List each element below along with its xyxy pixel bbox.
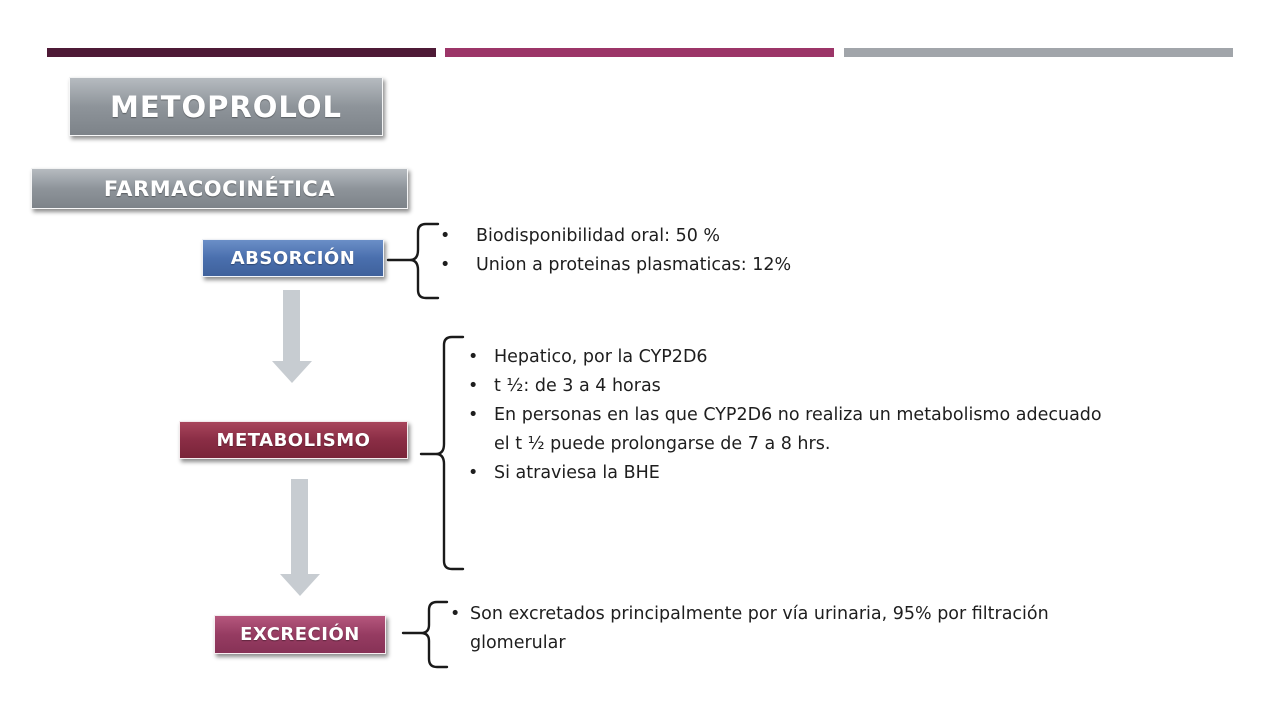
metabolismo-label: METABOLISMO (216, 429, 371, 451)
absorcion-label: ABSORCIÓN (230, 247, 356, 269)
excrecion-label: EXCRECIÓN (240, 624, 360, 645)
excrecion-brace-icon (400, 598, 450, 672)
metabolismo-brace-icon (418, 334, 466, 574)
list-item: • t ½: de 3 a 4 horas (468, 372, 1108, 401)
absorcion-box (202, 239, 384, 277)
excrecion-bullet-list (450, 600, 1090, 658)
arrow-shaft (291, 479, 308, 575)
arrow-head (280, 574, 320, 596)
header-stripe-dark (47, 48, 436, 57)
absorcion-brace-icon (384, 222, 440, 302)
header-stripe-magenta (445, 48, 834, 57)
excrecion-box (214, 615, 386, 654)
list-item: • En personas en las que CYP2D6 no realiza un metabolismo adecuado el t ½ puede prolongarse de 7 a 8 hrs. (468, 401, 1108, 459)
title-text: METOPROLOL (110, 89, 342, 124)
list-item: • Hepatico, por la CYP2D6 (468, 343, 1108, 372)
list-item: • Union a proteinas plasmaticas: 12% (440, 251, 1000, 280)
section-box (31, 168, 408, 209)
metabolismo-bullet-list (468, 343, 1108, 488)
section-text: FARMACOCINÉTICA (103, 176, 336, 201)
list-item: • Son excretados principalmente por vía urinaria, 95% por filtración glomerular (450, 600, 1090, 658)
header-stripe-gray (844, 48, 1233, 57)
arrow-head (272, 361, 312, 383)
arrow-shaft (283, 290, 300, 362)
list-item: • Si atraviesa la BHE (468, 459, 1108, 488)
list-item: • Biodisponibilidad oral: 50 % (440, 222, 1000, 251)
absorcion-bullet-list (440, 222, 1000, 280)
title-box (69, 77, 383, 136)
metabolismo-box (179, 421, 408, 459)
down-arrow-icon (280, 479, 320, 596)
down-arrow-icon (272, 290, 312, 383)
